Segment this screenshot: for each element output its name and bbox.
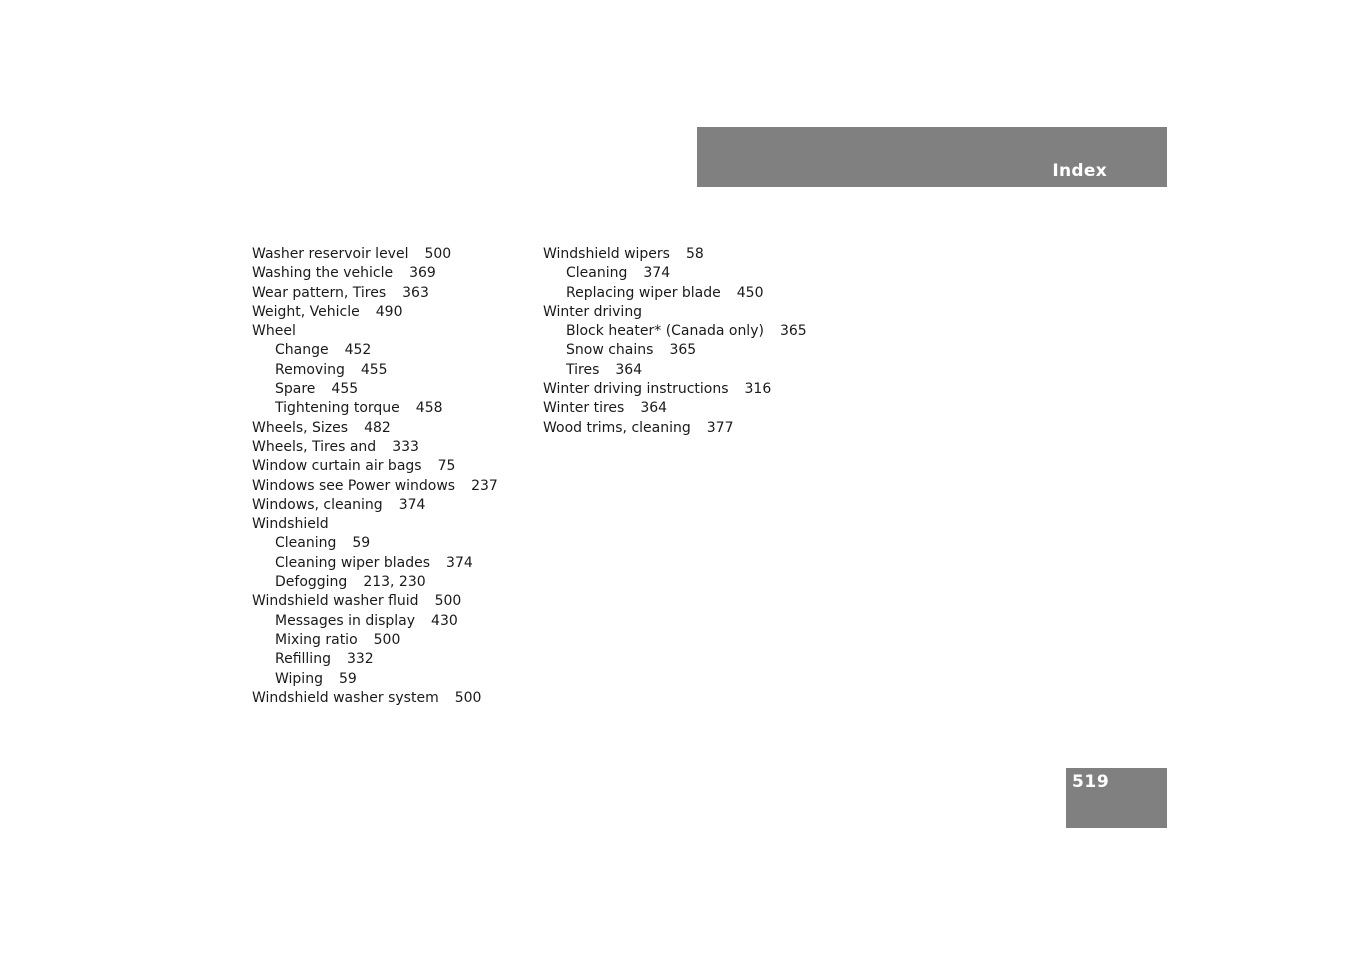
index-term: Messages in display [275, 612, 416, 629]
index-entry [543, 303, 807, 322]
index-entry [252, 284, 498, 303]
index-term: Spare [275, 381, 316, 398]
index-page-ref[interactable]: 500 [454, 689, 482, 706]
section-title: Index [1052, 161, 1107, 181]
index-entry [252, 592, 498, 611]
index-page-ref[interactable]: 364 [615, 361, 643, 378]
index-page-ref[interactable]: 500 [373, 631, 401, 648]
index-term: Winter driving instructions [543, 381, 729, 398]
index-term: Windshield [252, 516, 329, 533]
index-page-ref[interactable]: 316 [744, 381, 772, 398]
index-entry [543, 380, 807, 399]
index-page-ref[interactable]: 458 [415, 400, 443, 417]
index-term: Wheel [252, 323, 296, 340]
index-subentry [543, 341, 807, 360]
index-page-ref[interactable]: 58 [685, 246, 704, 262]
index-term: Cleaning wiper blades [275, 554, 431, 571]
index-page-ref[interactable]: 500 [424, 246, 452, 262]
index-term: Windows, cleaning [252, 496, 383, 513]
index-term: Change [275, 342, 329, 359]
index-term: Winter driving [543, 303, 643, 320]
index-page-ref[interactable]: 59 [352, 535, 371, 552]
index-subentry [543, 284, 807, 303]
index-page-ref[interactable]: 430 [431, 612, 458, 629]
index-term: Windshield washer fluid [252, 593, 419, 610]
index-term: Wiping [275, 670, 323, 687]
index-term: Tightening torque [275, 400, 400, 417]
index-term: Mixing ratio [275, 631, 358, 648]
index-term: Snow chains [566, 342, 654, 359]
index-subentry [543, 361, 807, 380]
index-column-left [252, 245, 498, 708]
index-term: Replacing wiper blade [566, 284, 721, 301]
index-page-ref[interactable]: 374 [446, 554, 473, 571]
section-header-bar [697, 127, 1167, 187]
index-page-ref[interactable]: 369 [409, 265, 436, 282]
index-subentry [252, 534, 498, 553]
index-page-ref[interactable]: 377 [706, 419, 734, 436]
index-subentry [252, 554, 498, 573]
index-term: Block heater* (Canada only) [566, 323, 764, 340]
index-subentry [252, 341, 498, 360]
index-subentry [252, 573, 498, 592]
index-subentry [543, 264, 807, 283]
index-subentry [252, 631, 498, 650]
index-page-ref[interactable]: 455 [360, 361, 388, 378]
index-term: Cleaning [275, 535, 337, 552]
index-term: Wheels, Sizes [252, 419, 349, 436]
index-subentry [252, 670, 498, 689]
index-subentry [252, 399, 498, 418]
index-entry [252, 477, 498, 496]
index-subentry [252, 650, 498, 669]
index-page-ref[interactable]: 452 [344, 342, 372, 359]
index-term: Window curtain air bags [252, 458, 422, 475]
index-page-ref[interactable]: 363 [402, 284, 429, 301]
index-page-ref[interactable]: 237 [471, 477, 498, 494]
index-term: Removing [275, 361, 345, 378]
index-page-ref[interactable]: 374 [643, 265, 671, 282]
index-term: Wear pattern, Tires [252, 284, 387, 301]
index-subentry [252, 612, 498, 631]
page-number: 519 [1072, 772, 1110, 792]
index-term: Wood trims, cleaning [543, 419, 691, 436]
index-page-ref[interactable]: 332 [346, 651, 374, 668]
index-term: Winter tires [543, 400, 625, 417]
index-entry [252, 438, 498, 457]
index-page-ref[interactable]: 365 [779, 323, 807, 340]
index-term: Windows see Power windows [252, 477, 456, 494]
index-subentry [252, 361, 498, 380]
index-entry [543, 419, 807, 438]
index-page-ref[interactable]: 333 [392, 438, 419, 455]
index-page-ref[interactable]: 365 [669, 342, 697, 359]
index-page-ref[interactable]: 364 [640, 400, 668, 417]
index-column-right [543, 245, 807, 438]
index-term: Washer reservoir level [252, 246, 409, 262]
index-entry [252, 496, 498, 515]
index-term: Washing the vehicle [252, 265, 394, 282]
index-term: Windshield wipers [543, 246, 670, 262]
index-entry [252, 689, 498, 708]
index-page-ref[interactable]: 75 [437, 458, 456, 475]
index-entry [252, 245, 498, 264]
index-page-ref[interactable]: 490 [375, 303, 403, 320]
index-entry [252, 419, 498, 438]
index-entry [543, 245, 807, 264]
index-entry [252, 303, 498, 322]
index-page-ref[interactable]: 374 [398, 496, 426, 513]
index-term: Windshield washer system [252, 689, 439, 706]
index-subentry [252, 380, 498, 399]
page-number-badge [1066, 768, 1167, 828]
index-term: Weight, Vehicle [252, 303, 360, 320]
index-page-ref[interactable]: 213, 230 [363, 574, 426, 591]
index-term: Cleaning [566, 265, 628, 282]
index-subentry [543, 322, 807, 341]
index-entry [252, 264, 498, 283]
index-term: Refilling [275, 651, 331, 668]
index-entry [252, 515, 498, 534]
index-page-ref[interactable]: 455 [331, 381, 359, 398]
index-term: Wheels, Tires and [252, 438, 377, 455]
index-term: Tires [566, 361, 600, 378]
index-page-ref[interactable]: 59 [338, 670, 357, 687]
index-page-ref[interactable]: 500 [434, 593, 462, 610]
index-entry [252, 457, 498, 476]
index-entry [252, 322, 498, 341]
index-entry [543, 399, 807, 418]
index-page-ref[interactable]: 482 [364, 419, 391, 436]
index-term: Defogging [275, 574, 348, 591]
index-page-ref[interactable]: 450 [736, 284, 764, 301]
